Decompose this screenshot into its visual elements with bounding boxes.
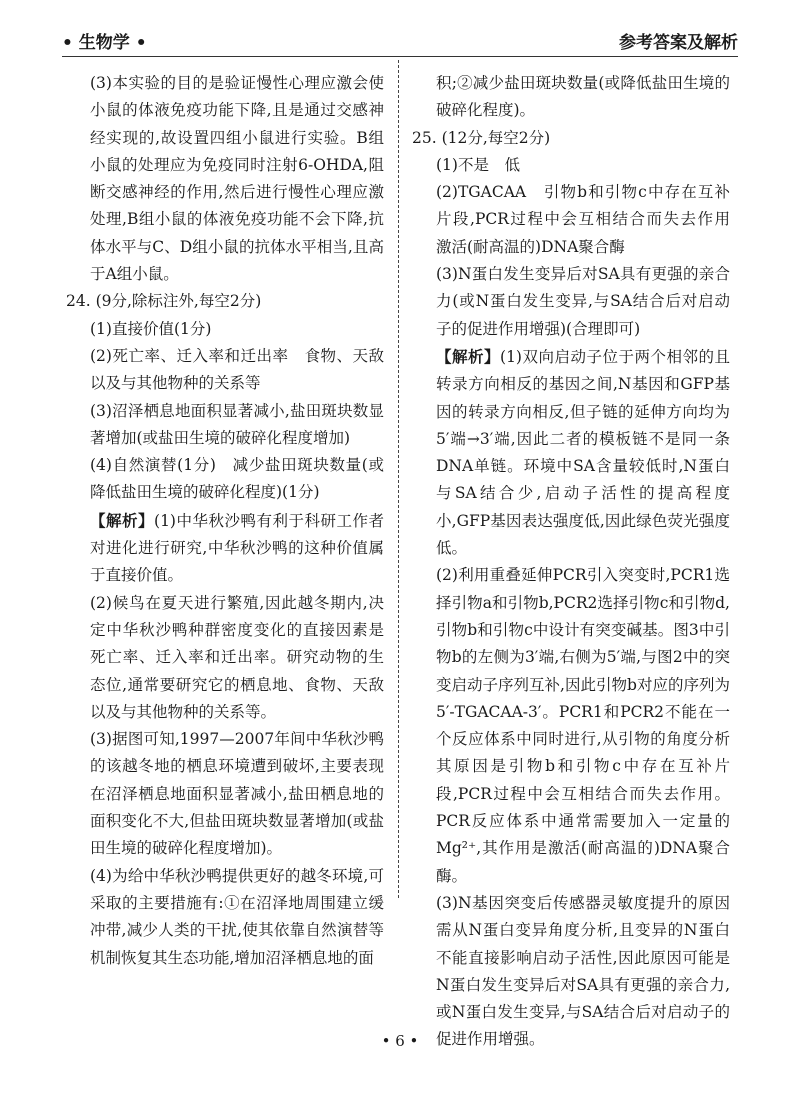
paragraph — [412, 152, 730, 179]
page-header — [62, 12, 738, 57]
paragraph — [66, 398, 384, 453]
paragraph-text: (3)据图可知,1997—2007年间中华秋沙鸭的该越冬地的栖息环境遭到破坏,主要表现在沼泽栖息地面积显著减小,盐田栖息地的面积变化不大,但盐田斑块数显著增加(或盐田生境的破碎化程度增加)。 — [90, 730, 384, 858]
paragraph-text: (2)死亡率、迁入率和迁出率 食物、天敌以及与其他物种的关系等 — [90, 346, 384, 393]
paragraph — [412, 125, 730, 152]
paragraph-text: 24. (9分,除标注外,每空2分) — [66, 292, 262, 311]
paragraph — [66, 507, 384, 590]
paragraph-text: (1)不是 低 — [436, 155, 520, 174]
paragraph — [66, 70, 384, 288]
right-column — [412, 70, 746, 1054]
paragraph — [66, 726, 384, 862]
paragraph — [66, 288, 384, 315]
left-column — [66, 70, 384, 972]
paragraph — [412, 70, 730, 125]
paragraph — [66, 343, 384, 398]
paragraph-text: (4)为给中华秋沙鸭提供更好的越冬环境,可采取的主要措施有:①在沼泽地周围建立缓冲带,减少人类的干扰,使其依靠自然演替等机制恢复其生态功能,增加沼泽栖息地的面 — [90, 866, 384, 967]
analysis-label: 【解析】 — [90, 510, 155, 530]
page-number: • 6 • — [381, 1032, 419, 1050]
paragraph-text: (2)候鸟在夏天进行繁殖,因此越冬期内,决定中华秋沙鸭种群密度变化的直接因素是死亡率、迁入率和迁出率。研究动物的生态位,通常要研究它的栖息地、食物、天敌以及与其他物种的关系等。 — [90, 593, 384, 721]
paragraph — [412, 343, 730, 562]
paragraph-text: (3)沼泽栖息地面积显著减小,盐田斑块数显著增加(或盐田生境的破碎化程度增加) — [90, 401, 384, 447]
header-subject: • 生物学 • — [62, 33, 147, 53]
paragraph-text: 25. (12分,每空2分) — [412, 128, 551, 147]
paragraph-text: (4)自然演替(1分) 减少盐田斑块数量(或降低盐田生境的破碎化程度)(1分) — [90, 456, 384, 502]
paragraph-text: (1)直接价值(1分) — [90, 319, 212, 338]
column-divider — [398, 60, 399, 898]
paragraph-text: (3)本实验的目的是验证慢性心理应激会使小鼠的体液免疫功能下降,且是通过交感神经实现的,故设置四组小鼠进行实验。B组小鼠的处理应为免疫同时注射6-OHDA,阻断交感神经的作用,然后进行慢性心理应激处理,B组小鼠的体液免疫功能不会下降,抗体水平与C、D组小鼠的抗体水平相当,且高于A组小鼠。 — [90, 74, 384, 284]
paragraph-text: (2)利用重叠延伸PCR引入突变时,PCR1选择引物a和引物b,PCR2选择引物c和引物d,引物b和引物c中设计有突变碱基。图3中引物b的左侧为3′端,右侧为5′端,与图2中的突变启动子序列互补,因此引物b对应的序列为5′-TGACAA-3′。PCR1和PCR2不能在一个反应体系中同时进行,从引物的角度分析其原因是引物b和引物c中存在互补片段,PCR过程中会互相结合而失去作用。PCR反应体系中通常需要加入一定量的Mg²⁺,其作用是激活(耐高温的)DNA聚合酶。 — [436, 566, 730, 885]
paragraph — [66, 590, 384, 726]
paragraph-text: (2)TGACAA 引物b和引物c中存在互补片段,PCR过程中会互相结合而失去作用 激活(耐高温的)DNA聚合酶 — [436, 183, 746, 256]
paragraph — [66, 316, 384, 343]
paragraph-text: (1)双向启动子位于两个相邻的且转录方向相反的基因之间,N基因和GFP基因的转录方向相反,但子链的延伸方向均为5′端→3′端,因此二者的模板链不是同一条DNA单链。环境中SA含量较低时,N蛋白与SA结合少,启动子活性的提高程度小,GFP基因表达强度低,因此绿色荧光强度低。 — [436, 347, 730, 558]
paragraph-text: (1)中华秋沙鸭有利于科研工作者对进化进行研究,中华秋沙鸭的这种价值属于直接价值。 — [90, 511, 384, 585]
paragraph-text: (3)N基因突变后传感器灵敏度提升的原因需从N蛋白变异角度分析,且变异的N蛋白不能直接影响启动子活性,因此原因可能是N蛋白发生变异后对SA具有更强的亲合力,或N蛋白发生变异,与SA结合后对启动子的促进作用增强。 — [436, 893, 730, 1049]
paragraph-text: 积;②减少盐田斑块数量(或降低盐田生境的破碎化程度)。 — [436, 74, 730, 120]
paragraph — [412, 562, 730, 890]
header-title: 参考答案及解析 — [619, 33, 738, 53]
paragraph-text: (3)N蛋白发生变异后对SA具有更强的亲合力(或N蛋白发生变异,与SA结合后对启动子的促进作用增强)(合理即可) — [436, 265, 730, 338]
paragraph — [66, 452, 384, 507]
paragraph — [412, 890, 730, 1054]
analysis-label: 【解析】 — [436, 346, 501, 366]
paragraph — [412, 261, 730, 343]
paragraph — [412, 179, 746, 261]
paragraph — [66, 863, 384, 972]
